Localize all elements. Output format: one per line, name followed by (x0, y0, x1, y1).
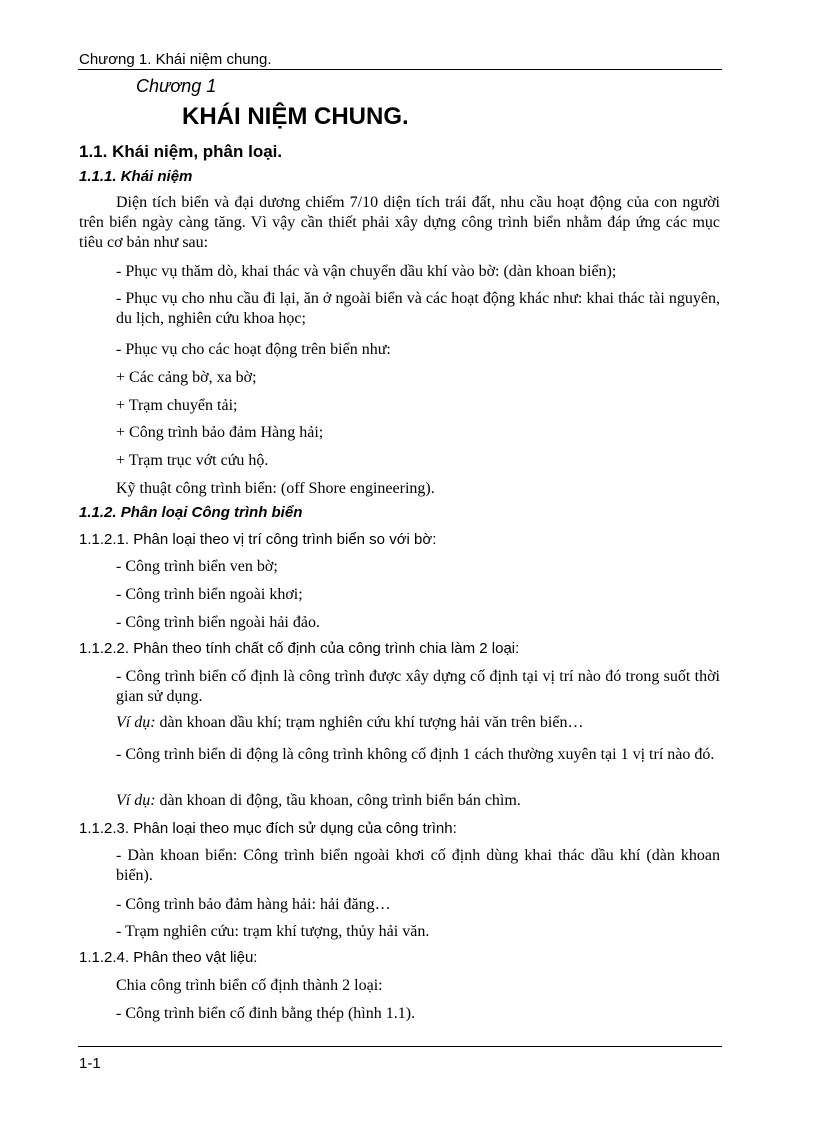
subsection-heading-1-1-2-2: 1.1.2.2. Phân theo tính chất cố định của công trình chia làm 2 loại: (79, 640, 520, 657)
header-rule (78, 69, 722, 70)
example-label: Ví dụ: (116, 792, 156, 809)
chapter-label: Chương 1 (136, 76, 217, 96)
subsection-heading-1-1-2-1: 1.1.2.1. Phân loại theo vị trí công trình biển so với bờ: (79, 531, 437, 548)
list-item: - Công trình biển ngoài khơi; (116, 586, 303, 603)
page-number: 1-1 (79, 1055, 101, 1072)
list-item: - Công trình bảo đảm hàng hải: hải đăng… (116, 896, 391, 913)
list-item: - Phục vụ cho nhu cầu đi lại, ăn ở ngoài biển và các hoạt động khác như: khai thác tài nguyên, du lịch, nghiên cứu khoa học; (116, 290, 720, 327)
section-heading-1-1-2: 1.1.2. Phân loại Công trình biển (79, 504, 303, 521)
list-item: - Phục vụ cho các hoạt động trên biển như: (116, 341, 391, 358)
footer-rule (78, 1046, 722, 1047)
subsection-heading-1-1-2-4: 1.1.2.4. Phân theo vật liệu: (79, 949, 258, 966)
example-line (116, 713, 720, 733)
list-item: - Công trình biển di động là công trình không cố định 1 cách thường xuyên tại 1 vị trí nào đó. (116, 746, 715, 763)
example-text: dàn khoan dầu khí; trạm nghiên cứu khí tượng hải văn trên biển… (155, 714, 584, 731)
list-item: Chia công trình biển cố định thành 2 loại: (116, 977, 383, 994)
list-item: - Công trình biển ngoài hải đảo. (116, 614, 320, 631)
subsection-heading-1-1-2-3: 1.1.2.3. Phân loại theo mục đích sử dụng của công trình: (79, 820, 457, 837)
list-item: - Trạm nghiên cứu: trạm khí tượng, thủy hải văn. (116, 923, 430, 940)
example-line (116, 791, 720, 811)
list-item: + Trạm chuyển tải; (116, 397, 238, 414)
list-item: - Dàn khoan biển: Công trình biển ngoài khơi cố định dùng khai thác dầu khí (dàn khoan biển). (116, 847, 720, 884)
example-label: Ví dụ: (116, 714, 156, 731)
list-item: + Trạm trục vớt cứu hộ. (116, 452, 269, 469)
section-heading-1-1: 1.1. Khái niệm, phân loại. (79, 142, 283, 161)
running-header: Chương 1. Khái niệm chung. (79, 51, 272, 68)
list-item: - Phục vụ thăm dò, khai thác và vận chuyển dầu khí vào bờ: (dàn khoan biển); (116, 263, 617, 280)
list-item: Kỹ thuật công trình biển: (off Shore engineering). (116, 480, 435, 497)
example-text: dàn khoan di động, tầu khoan, công trình biển bán chìm. (155, 792, 521, 809)
list-item: - Công trình biển ven bờ; (116, 558, 278, 575)
section-heading-1-1-1: 1.1.1. Khái niệm (79, 168, 193, 185)
list-item: + Công trình bảo đảm Hàng hải; (116, 424, 324, 441)
chapter-title: KHÁI NIỆM CHUNG. (182, 103, 409, 130)
intro-paragraph: Diện tích biển và đại dương chiếm 7/10 diện tích trái đất, nhu cầu hoạt động của con người trên biển ngày càng tăng. Vì vậy cần thiết phải xây dựng công trình biển nhằm đáp ứng các mục tiêu cơ bản như sau: (79, 194, 720, 251)
list-item: - Công trình biển cố định là công trình được xây dựng cố định tại vị trí nào đó trong suốt thời gian sử dụng. (116, 668, 720, 705)
list-item: + Các cảng bờ, xa bờ; (116, 369, 257, 386)
list-item: - Công trình biển cố đinh bằng thép (hình 1.1). (116, 1005, 416, 1022)
